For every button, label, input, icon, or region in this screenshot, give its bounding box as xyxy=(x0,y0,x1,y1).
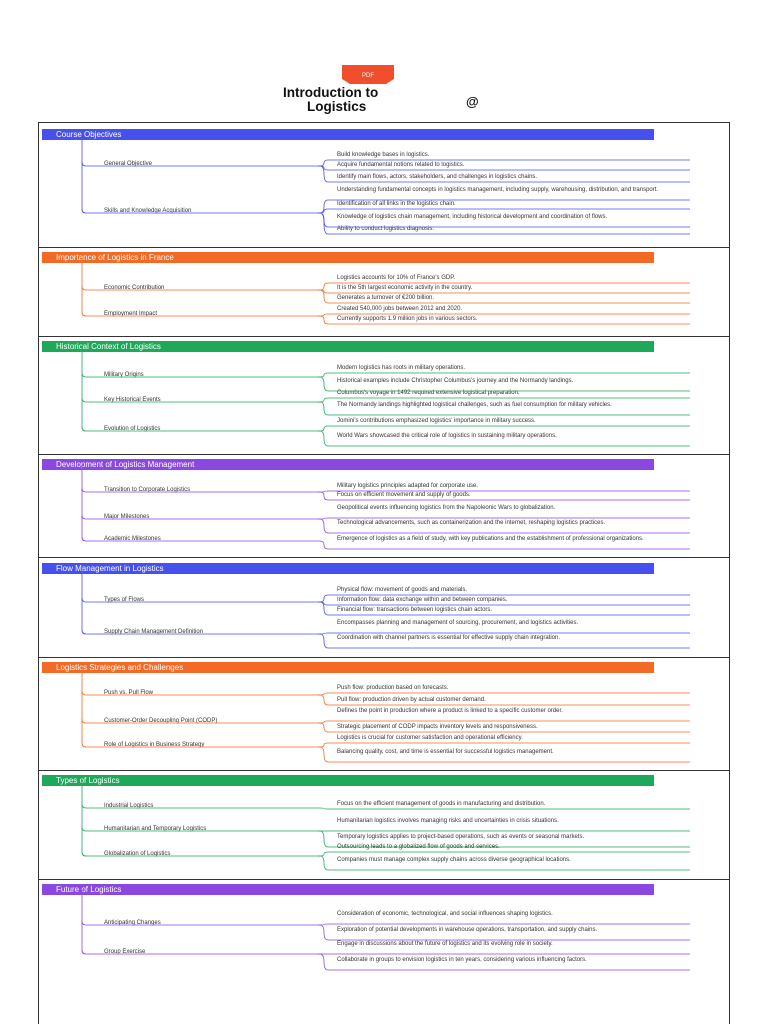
section-title: Types of Logistics xyxy=(42,775,654,786)
pdf-logo xyxy=(340,63,396,85)
subtopic-label: Economic Contribution xyxy=(104,285,165,291)
section-divider xyxy=(38,657,730,658)
subtopic-label: Skills and Knowledge Acquisition xyxy=(104,208,192,214)
section-divider xyxy=(38,879,730,880)
subtopic-label: Evolution of Logistics xyxy=(104,426,161,432)
subtopic-label: Supply Chain Management Definition xyxy=(104,629,204,635)
detail-text: Modern logistics has roots in military operations. xyxy=(337,365,466,371)
detail-text: Financial flow: transactions between logistics chain actors. xyxy=(337,607,493,613)
detail-text: Push flow: production based on forecasts. xyxy=(337,685,449,691)
subtopic-label: Push vs. Pull Flow xyxy=(104,690,154,696)
mindmap-icon: @ xyxy=(466,94,479,109)
subtopic-label: Employment Impact xyxy=(104,311,158,317)
subtopic-label: Academic Milestones xyxy=(104,536,161,542)
detail-text: Balancing quality, cost, and time is essential for successful logistics management. xyxy=(337,749,554,755)
detail-text: Generates a turnover of €200 billion. xyxy=(337,295,435,301)
detail-text: Emergence of logistics as a field of study, with key publications and the establishment of professional organizations. xyxy=(337,536,644,542)
title-line-2: Logistics xyxy=(307,99,367,114)
detail-text: Exploration of potential developments in warehouse operations, transportation, and supply chains. xyxy=(337,927,598,933)
document-title xyxy=(283,86,463,114)
detail-text: Columbus's voyage in 1492 required extensive logistical preparation. xyxy=(337,390,520,396)
detail-text: Engage in discussions about the future of logistics and its evolving role in society. xyxy=(337,941,553,947)
detail-text: Currently supports 1.9 million jobs in various sectors. xyxy=(337,316,478,322)
detail-text: The Normandy landings highlighted logistical challenges, such as fuel consumption for military vehicles. xyxy=(337,402,612,408)
detail-text: Identification of all links in the logistics chain. xyxy=(337,201,456,207)
subtopic-label: Key Historical Events xyxy=(104,397,161,403)
subtopic-label: Anticipating Changes xyxy=(104,920,161,926)
section-title: Development of Logistics Management xyxy=(42,459,654,470)
detail-text: Coordination with channel partners is essential for effective supply chain integration. xyxy=(337,635,561,641)
section-divider xyxy=(38,770,730,771)
detail-text: Physical flow: movement of goods and materials. xyxy=(337,587,468,593)
section-divider xyxy=(38,557,730,558)
subtopic-label: Group Exercise xyxy=(104,949,146,955)
detail-text: Identify main flows, actors, stakeholders, and challenges in logistics chains. xyxy=(337,174,538,180)
section-divider xyxy=(38,247,730,248)
subtopic-label: Transition to Corporate Logistics xyxy=(104,487,191,493)
detail-text: Focus on efficient movement and supply of goods. xyxy=(337,492,471,498)
detail-text: Knowledge of logistics chain management, including historical development and coordination of flows. xyxy=(337,214,608,220)
subtopic-label: Types of Flows xyxy=(104,597,145,603)
detail-text: Military logistics principles adapted for corporate use. xyxy=(337,483,479,489)
detail-text: Technological advancements, such as containerization and the internet, reshaping logistics practices. xyxy=(337,520,606,526)
section-divider xyxy=(38,454,730,455)
detail-text: Strategic placement of CODP impacts inventory levels and responsiveness. xyxy=(337,724,538,730)
detail-text: Acquire fundamental notions related to logistics. xyxy=(337,162,465,168)
detail-text: Build knowledge bases in logistics. xyxy=(337,152,430,158)
subtopic-label: Military Origins xyxy=(104,372,144,378)
detail-text: Understanding fundamental concepts in logistics management, including supply, warehousing, distribution, and transport. xyxy=(337,187,659,193)
detail-text: Outsourcing leads to a globalized flow of goods and services. xyxy=(337,844,500,850)
detail-text: Temporary logistics applies to project-based operations, such as events or seasonal markets. xyxy=(337,834,585,840)
detail-text: Collaborate in groups to envision logistics in ten years, considering various influencing factors. xyxy=(337,957,587,963)
pdf-logo-text: PDF xyxy=(362,73,374,79)
section-title: Importance of Logistics in France xyxy=(42,252,654,263)
section-title: Future of Logistics xyxy=(42,884,654,895)
detail-text: Ability to conduct logistics diagnosis. xyxy=(337,226,435,232)
detail-text: World Wars showcased the critical role of logistics in sustaining military operations. xyxy=(337,433,557,439)
subtopic-label: Globalization of Logistics xyxy=(104,851,171,857)
subtopic-label: Customer-Order Decoupling Point (CODP) xyxy=(104,718,218,724)
subtopic-label: Industrial Logistics xyxy=(104,803,154,809)
detail-text: Humanitarian logistics involves managing risks and uncertainties in crisis situations. xyxy=(337,818,559,824)
subtopic-label: Major Milestones xyxy=(104,514,150,520)
section-divider xyxy=(38,336,730,337)
detail-text: Geopolitical events influencing logistics from the Napoleonic Wars to globalization. xyxy=(337,505,556,511)
detail-text: Logistics accounts for 10% of France's GDP. xyxy=(337,275,456,281)
subtopic-label: General Objective xyxy=(104,161,153,167)
detail-text: Logistics is crucial for customer satisfaction and operational efficiency. xyxy=(337,735,523,741)
detail-text: Focus on the efficient management of goods in manufacturing and distribution. xyxy=(337,801,546,807)
detail-text: Consideration of economic, technological, and social influences shaping logistics. xyxy=(337,911,553,917)
detail-text: It is the 5th largest economic activity in the country. xyxy=(337,285,473,291)
detail-text: Jomini's contributions emphasized logistics' importance in military success. xyxy=(337,418,536,424)
detail-text: Pull flow: production driven by actual customer demand. xyxy=(337,697,486,703)
section-title: Logistics Strategies and Challenges xyxy=(42,662,654,673)
detail-text: Historical examples include Christopher Columbus's journey and the Normandy landings. xyxy=(337,378,574,384)
detail-text: Companies must manage complex supply chains across diverse geographical locations. xyxy=(337,857,571,863)
title-line-1: Introduction to xyxy=(283,85,379,100)
detail-text: Information flow: data exchange within and between companies. xyxy=(337,597,508,603)
section-title: Historical Context of Logistics xyxy=(42,341,654,352)
detail-text: Defines the point in production where a product is linked to a specific customer order. xyxy=(337,708,563,714)
detail-text: Created 540,000 jobs between 2012 and 2020. xyxy=(337,306,463,312)
subtopic-label: Role of Logistics in Business Strategy xyxy=(104,742,205,748)
section-title: Course Objectives xyxy=(42,129,654,140)
subtopic-label: Humanitarian and Temporary Logistics xyxy=(104,826,207,832)
detail-text: Encompasses planning and management of sourcing, procurement, and logistics activities. xyxy=(337,620,579,626)
section-title: Flow Management in Logistics xyxy=(42,563,654,574)
